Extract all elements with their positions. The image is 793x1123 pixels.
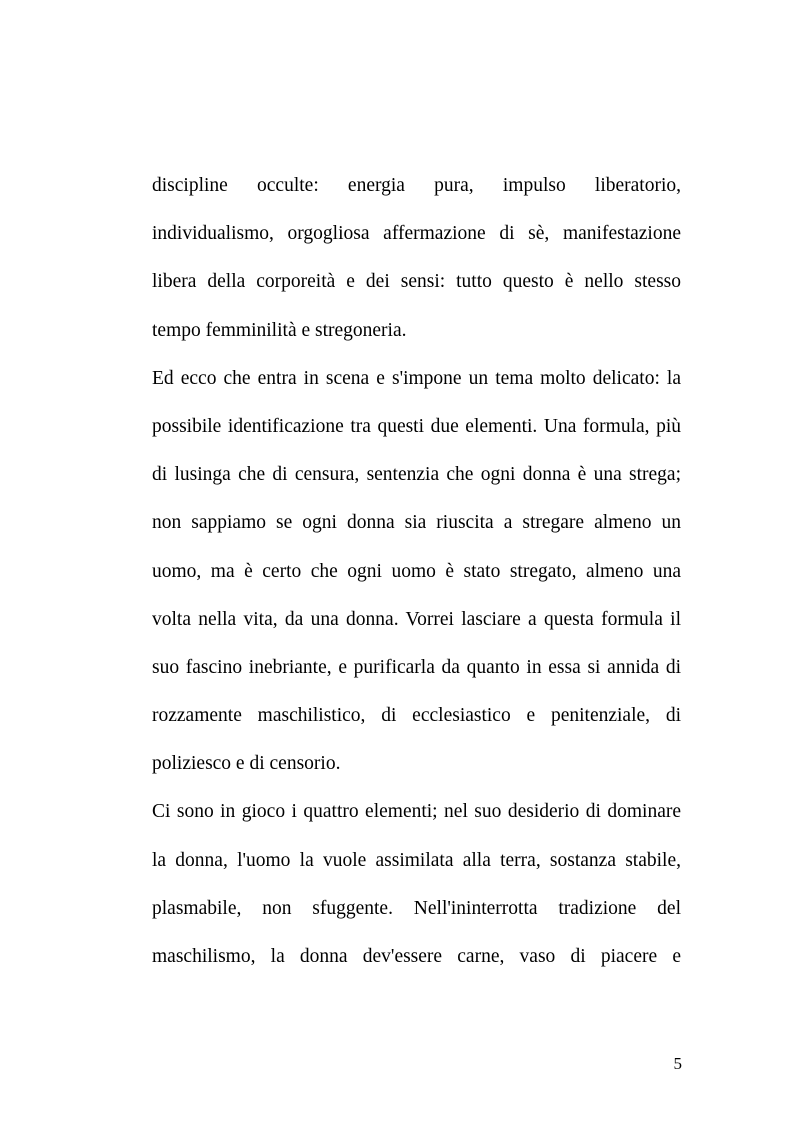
text-line: rozzamente maschilistico, di ecclesiastico e penitenziale, di: [152, 705, 681, 727]
text-line: discipline occulte: energia pura, impulso liberatorio,: [152, 175, 681, 196]
text-line: la donna, l'uomo la vuole assimilata alla terra, sostanza stabile,: [152, 849, 681, 871]
text-line: suo fascino inebriante, e purificarla da quanto in essa si annida di: [152, 656, 681, 678]
text-line: tempo femminilità e stregoneria.: [152, 319, 407, 341]
text-line: possibile identificazione tra questi due elementi. Una formula, più: [152, 415, 681, 437]
body-text: [152, 162, 681, 981]
text-line: individualismo, orgogliosa affermazione di sè, manifestazione: [152, 223, 681, 245]
page-number: 5: [673, 1054, 682, 1073]
text-line: Ed ecco che entra in scena e s'impone un tema molto delicato: la: [152, 367, 681, 389]
text-line: poliziesco e di censorio.: [152, 753, 341, 775]
text-line: libera della corporeità e dei sensi: tutto questo è nello stesso: [152, 271, 681, 293]
text-line: non sappiamo se ogni donna sia riuscita a stregare almeno un: [152, 512, 681, 534]
text-line: uomo, ma è certo che ogni uomo è stato stregato, almeno una: [152, 560, 681, 582]
text-line: di lusinga che di censura, sentenzia che ogni donna è una strega;: [152, 464, 681, 486]
text-line: plasmabile, non sfuggente. Nell'ininterrotta tradizione del: [152, 897, 681, 919]
text-line: volta nella vita, da una donna. Vorrei lasciare a questa formula il: [152, 608, 681, 630]
text-line: maschilismo, la donna dev'essere carne, vaso di piacere e: [152, 946, 681, 967]
text-line: Ci sono in gioco i quattro elementi; nel suo desiderio di dominare: [152, 801, 681, 823]
